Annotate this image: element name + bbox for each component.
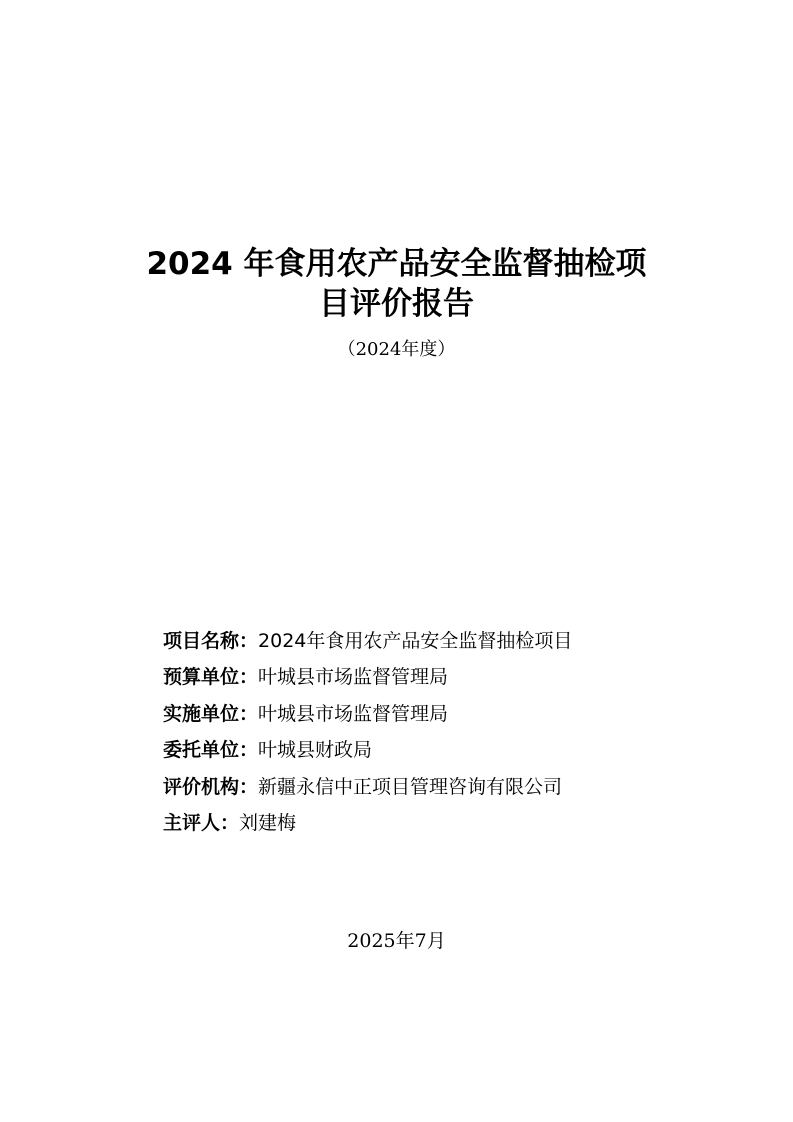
info-value: 叶城县市场监督管理局 [258, 666, 449, 689]
info-colon: ： [239, 775, 259, 798]
info-colon: ： [239, 702, 259, 725]
info-colon: ： [220, 811, 240, 834]
info-label: 实施单位 [163, 702, 240, 725]
report-title-line-1: 2024 年食用农产品安全监督抽检项 [146, 246, 647, 282]
info-value: 2024年食用农产品安全监督抽检项目 [258, 630, 573, 652]
info-value: 刘建梅 [239, 811, 297, 834]
report-title-line-2: 目评价报告 [319, 286, 474, 322]
report-date: 2025年7月 [347, 930, 446, 952]
info-row-implementing-unit [163, 700, 683, 736]
info-label: 评价机构 [163, 775, 240, 798]
info-label: 预算单位 [163, 666, 240, 689]
info-row-evaluation-agency [163, 773, 683, 809]
info-colon: ： [239, 739, 259, 762]
info-colon: ： [239, 630, 259, 652]
info-colon: ： [239, 666, 259, 689]
info-row-budget-unit [163, 663, 683, 699]
info-label: 项目名称 [163, 630, 240, 652]
info-value: 叶城县财政局 [258, 739, 373, 762]
report-info-list [163, 627, 683, 845]
info-label: 委托单位 [163, 739, 240, 762]
info-value: 新疆永信中正项目管理咨询有限公司 [258, 775, 563, 798]
info-row-lead-evaluator [163, 809, 683, 845]
info-row-project-name [163, 627, 683, 663]
info-value: 叶城县市场监督管理局 [258, 702, 449, 725]
report-subtitle-year: （2024年度） [337, 339, 456, 360]
info-row-commissioning-unit [163, 736, 683, 772]
report-title-block [0, 244, 793, 362]
info-label: 主评人 [163, 811, 221, 834]
